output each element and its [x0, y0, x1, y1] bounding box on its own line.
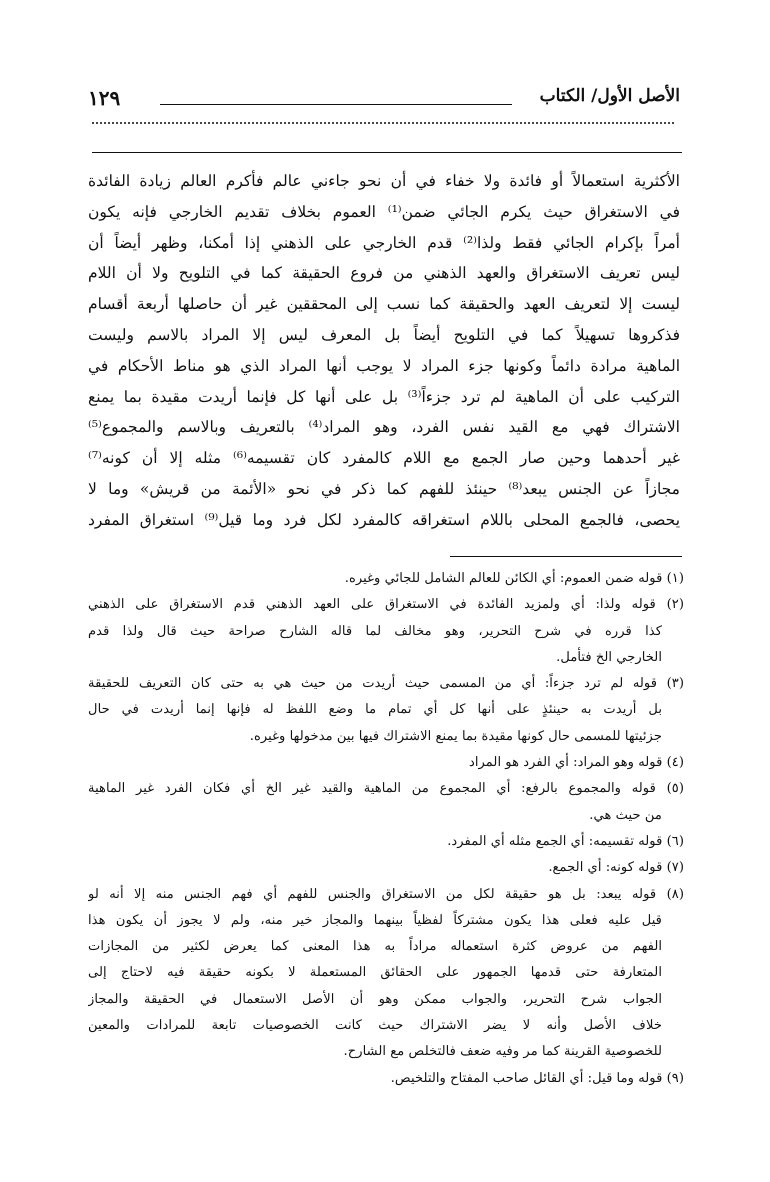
footnote-line: (٥) قوله والمجموع بالرفع: أي المجموع من الماهية والقيد غير الخ أي فكان الفرد غير الماهية	[88, 781, 684, 797]
footnote-line: المتعارفة حتى قدمها الجمهور على الحقائق المستعملة لا بكونه حقيقة فيه لاحتاج إلى	[88, 965, 662, 981]
running-title: الأصل الأول/ الكتاب	[539, 86, 680, 106]
main-text-line: مجازاً عن الجنس يبعد⁽⁸⁾ حينئذ للفهم كما ذكر في نحو «الأئمة من قريش» وما لا	[88, 479, 680, 498]
main-text-line: أمراً بإكرام الجائي فقط ولذا⁽²⁾ قدم الخارجي على الذهني إذا أمكنا، وظهر أيضاً أن	[88, 233, 680, 252]
main-text-line: فذكروها تسهيلاً كما في التلويح أيضاً بل المعرف ليس إلا المراد بالاسم وليست	[88, 325, 680, 344]
footnote-separator	[450, 556, 682, 557]
footnote-line: (٨) قوله يبعد: بل هو حقيقة لكل من الاستغراق والجنس للفهم أي فهم الجنس منه إلا أنه لو	[88, 886, 684, 902]
footnote-line: خلاف الأصل وأنه لا يضر الاشتراك حيث كانت الخصوصيات تابعة للمرادات والمعين	[88, 1018, 662, 1034]
main-text-line: الماهية مرادة دائماً وكونها جزء المراد لا يوجب أنها المراد الذي هو مناط الأحكام في	[88, 356, 680, 375]
footnote-line: كذا قرره في شرح التحرير، وهو مخالف لما قاله الشارح صراحة حيث قال ولذا قدم	[88, 623, 662, 639]
text-top-rule	[92, 152, 682, 153]
footnote-line: (٢) قوله ولذا: أي ولمزيد الفائدة في الاستغراق على العهد الذهني قدم الاستغراق على الذهني	[88, 597, 684, 613]
dotted-divider	[92, 122, 674, 124]
footnote-line: للخصوصية القرينة كما مر وفيه ضعف فالتخلص مع الشارح.	[343, 1044, 662, 1060]
footnote-line: (٤) قوله وهو المراد: أي الفرد هو المراد	[468, 755, 684, 771]
footnote-line: الفهم من عروض كثرة استعماله مراداً به هذا المعنى كما يعرض لكثير من المجازات	[88, 939, 662, 955]
footnote-line: (٦) قوله تقسيمه: أي الجمع مثله أي المفرد.	[447, 833, 684, 849]
footnote-line: من حيث هي.	[589, 807, 662, 823]
page-number: ١٢٩	[88, 86, 121, 110]
main-text-line: التركيب على أن الماهية لم ترد جزءاً⁽³⁾ بل على أنها كل فإنما أريدت مقيدة بما يمنع	[88, 387, 680, 406]
main-text-line: ليست إلا لتعريف العهد والحقيقة كما نسب إلى المحققين غير أن حاصلها أربعة أقسام	[88, 295, 680, 314]
footnote-line: جزئيتها للمسمى حال كونها مقيدة بما يمنع الاشتراك فيها بين مدخولها وغيره.	[249, 728, 662, 744]
main-text-line: يحصى، فالجمع المحلى باللام استغراقه كالمفرد لكل فرد وما قيل⁽⁹⁾ استغراق المفرد	[88, 510, 680, 529]
main-text-line: الاشتراك فهي مع القيد نفس الفرد، وهو المراد⁽⁴⁾ بالتعريف وبالاسم والمجموع⁽⁵⁾	[88, 418, 680, 437]
main-text	[88, 166, 680, 536]
footnote-line: (٩) قوله وما قيل: أي القائل صاحب المفتاح والتلخيص.	[390, 1070, 684, 1086]
footnote-line: (٣) قوله لم ترد جزءاً: أي من المسمى حيث أريدت من حيث هي به حتى كان التعريف للحقيقة	[88, 676, 684, 692]
footnote-line: الخارجي الخ فتأمل.	[556, 649, 662, 665]
footnote-line: (٧) قوله كونه: أي الجمع.	[548, 860, 684, 876]
main-text-line: الأكثرية استعمالاً أو فائدة ولا خفاء في أن نحو جاءني عالم فأكرم العالم زيادة الفائدة	[88, 172, 680, 190]
footnote-line: الجواب شرح التحرير، والجواب ممكن وهو أن الأصل الاستعمال في الحقيقة والمجاز	[88, 991, 662, 1007]
footnotes	[88, 566, 684, 1092]
footnote-line: قيل عليه فعلى هذا يكون مشتركاً لفظياً بينهما والمجاز خير منه، ولم لا يجوز أن يكون هذا	[88, 912, 662, 928]
main-text-line: ليس تعريف الاستغراق والعهد الذهني من فروع الحقيقة كما في التلويح ولا أن اللام	[88, 264, 680, 283]
running-header	[88, 86, 680, 116]
main-text-line: في الاستغراق حيث يكرم الجائي ضمن⁽¹⁾ العموم بخلاف تقديم الخارجي فإنه يكون	[88, 202, 680, 221]
main-text-line: غير أحدهما وحين صار الجمع مع اللام كالمفرد كان تقسيمه⁽⁶⁾ مثله إلا أن كونه⁽⁷⁾	[88, 449, 680, 468]
footnote-line: (١) قوله ضمن العموم: أي الكائن للعالم الشامل للجائي وغيره.	[344, 571, 684, 586]
header-rule	[160, 104, 512, 105]
footnote-line: بل أريدت به حينئذٍ على أنها كل أي تمام ما وضع اللفظ له فإنها إنما أريدت في حال	[88, 702, 662, 718]
